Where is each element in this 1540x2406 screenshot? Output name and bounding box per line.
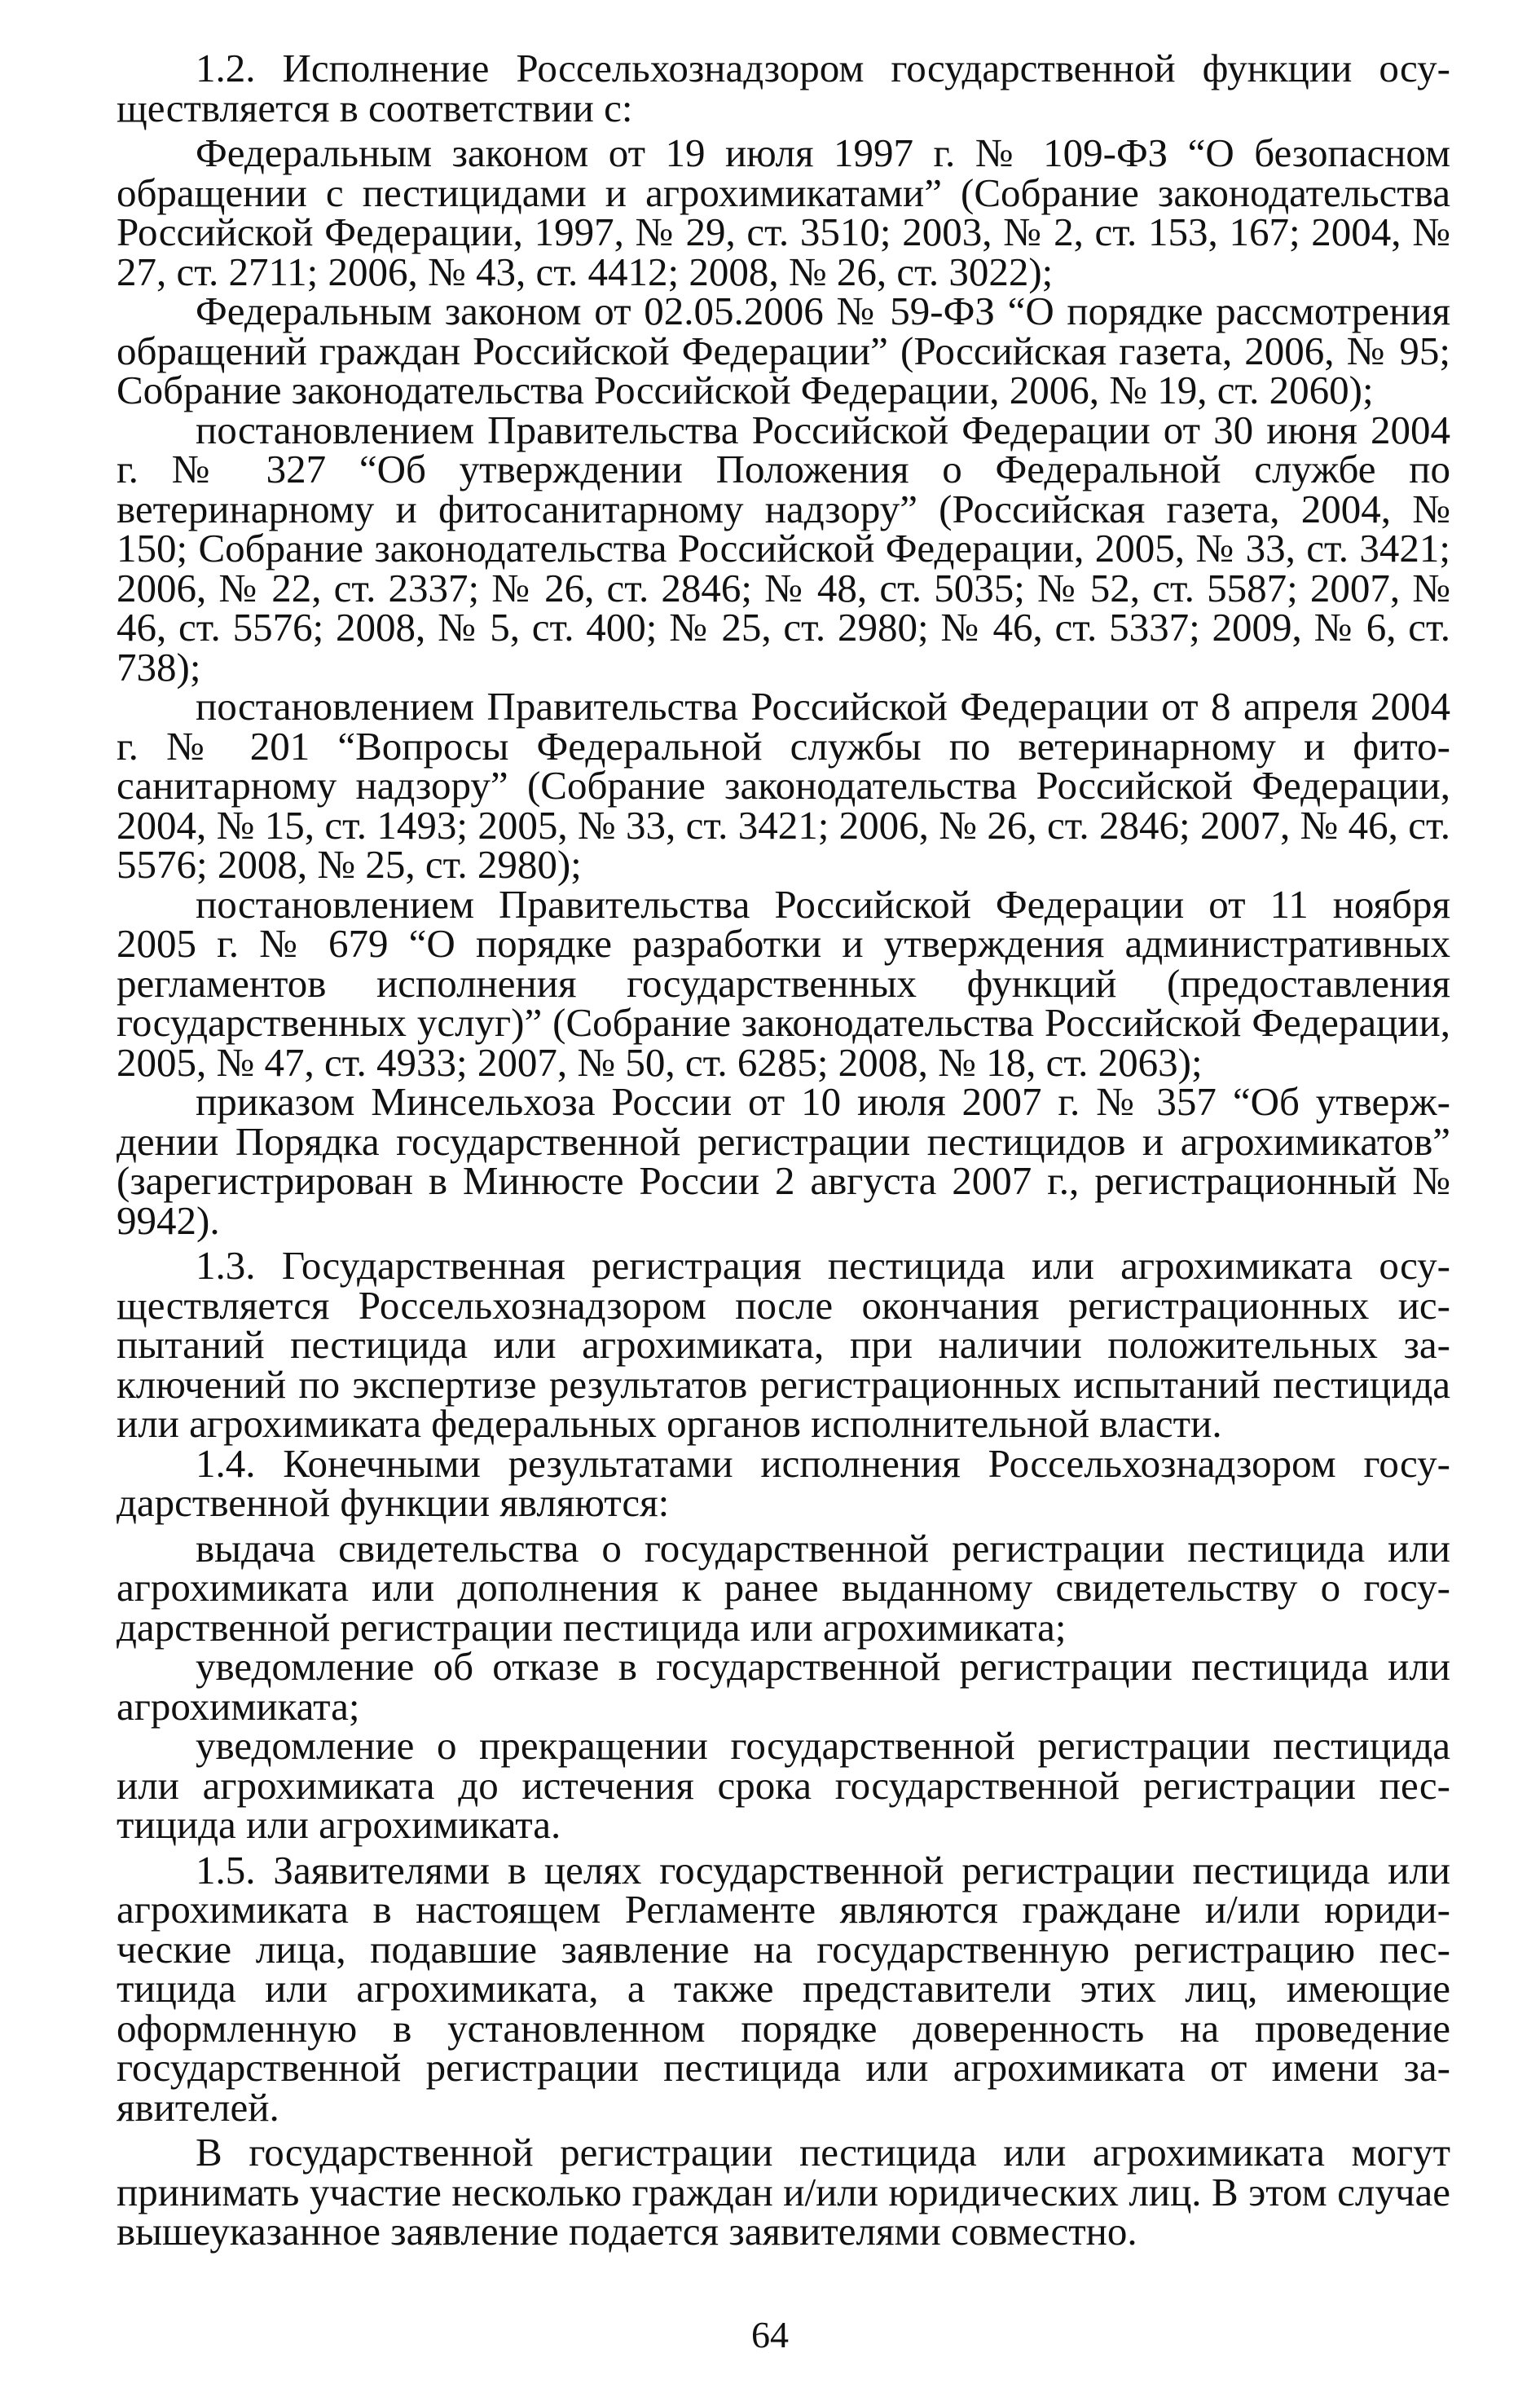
- page-number: 64: [751, 2314, 789, 2355]
- paragraph-resolution-327: постановлением Правительства Российской Федерации от 30 июня 2004 г. № 327 “Об утверждении Положения о Федеральной службе по ветеринарному и фитосанитарному надзору” (Российская газета, 2004, № 150; Собрание законодательства Российской Федерации, 2005, № 33, ст. 3421; 2006, № 22, ст. 2337; № 26, ст. 2846; № 48, ст. 5035; № 52, ст. 5587; 2007, № 46, ст. 5576; 2008, № 5, ст. 400; № 25, ст. 2980; № 46, ст. 5337; 2009, № 6, ст. 738);: [117, 407, 1450, 690]
- paragraph-result-termination: уведомление о прекращении государственной регистрации пестицида или агрохимиката до истечения срока государственной регистрации пестицида или агрохимиката.: [117, 1723, 1450, 1847]
- paragraph-1-3: 1.3. Государственная регистрация пестицида или агрохимиката осуществляется Россельхознадзором после окончания регистрационных испытаний пестицида или агрохимиката, при наличии положительных заключений по экспертизе результатов регистрационных испытаний пестицида или агрохимиката федеральных органов исполнительной власти.: [117, 1243, 1450, 1446]
- paragraph-resolution-679: постановлением Правительства Российской Федерации от 11 ноября 2005 г. № 679 “О порядке разработки и утверждения административных регламентов исполнения государственных функций (предоставления государственных услуг)” (Собрание законодательства Российской Федерации, 2005, № 47, ст. 4933; 2007, № 50, ст. 6285; 2008, № 18, ст. 2063);: [117, 881, 1450, 1085]
- paragraph-law-59fz: Федеральным законом от 02.05.2006 № 59-ФЗ “О порядке рассмотрения обращений граждан Российской Федерации” (Российская газета, 2006, № 95; Собрание законодательства Российской Федерации, 2006, № 19, ст. 2060);: [117, 289, 1450, 412]
- paragraph-1-5: 1.5. Заявителями в целях государственной регистрации пестицида или агрохимиката в настоящем Регламенте являются граждане и/или юридические лица, подавшие заявление на государственную регистрацию пестицида или агрохимиката, а также представители этих лиц, имеющие оформленную в установленном порядке доверенность на проведение государственной регистрации пестицида или агрохимиката от имени заявителей.: [117, 1847, 1450, 2130]
- paragraph-1-2: 1.2. Исполнение Россельхознадзором государственной функции осуществляется в соответствии с:: [117, 46, 1450, 130]
- paragraph-resolution-201: постановлением Правительства Российской Федерации от 8 апреля 2004 г. № 201 “Вопросы Федеральной службы по ветеринарному и фитосанитарному надзору” (Собрание законодательства Российской Федерации, 2004, № 15, ст. 1493; 2005, № 33, ст. 3421; 2006, № 26, ст. 2846; 2007, № 46, ст. 5576; 2008, № 25, ст. 2980);: [117, 684, 1450, 887]
- paragraph-1-4: 1.4. Конечными результатами исполнения Россельхознадзором государственной функции являются:: [117, 1440, 1450, 1525]
- paragraph-order-357: приказом Минсельхоза России от 10 июля 2007 г. № 357 “Об утверждении Порядка государственной регистрации пестицидов и агрохимикатов” (зарегистрирован в Минюсте России 2 августа 2007 г., регистрационный № 9942).: [117, 1079, 1450, 1243]
- paragraph-result-certificate: выдача свидетельства о государственной регистрации пестицида или агрохимиката или дополнения к ранее выданному свидетельству о государственной регистрации пестицида или агрохимиката;: [117, 1525, 1450, 1650]
- paragraph-result-refusal: уведомление об отказе в государственной регистрации пестицида или агрохимиката;: [117, 1644, 1450, 1729]
- document-body: [117, 46, 1450, 2254]
- paragraph-joint-applicants: В государственной регистрации пестицида или агрохимиката могут принимать участие несколько граждан и/или юридических лиц. В этом случае вышеуказанное заявление подается заявителями совместно.: [117, 2130, 1450, 2254]
- paragraph-law-109fz: Федеральным законом от 19 июля 1997 г. № 109-ФЗ “О безопасном обращении с пестицидами и агрохимикатами” (Собрание законодательства Российской Федерации, 1997, № 29, ст. 3510; 2003, № 2, ст. 153, 167; 2004, № 27, ст. 2711; 2006, № 43, ст. 4412; 2008, № 26, ст. 3022);: [117, 130, 1450, 294]
